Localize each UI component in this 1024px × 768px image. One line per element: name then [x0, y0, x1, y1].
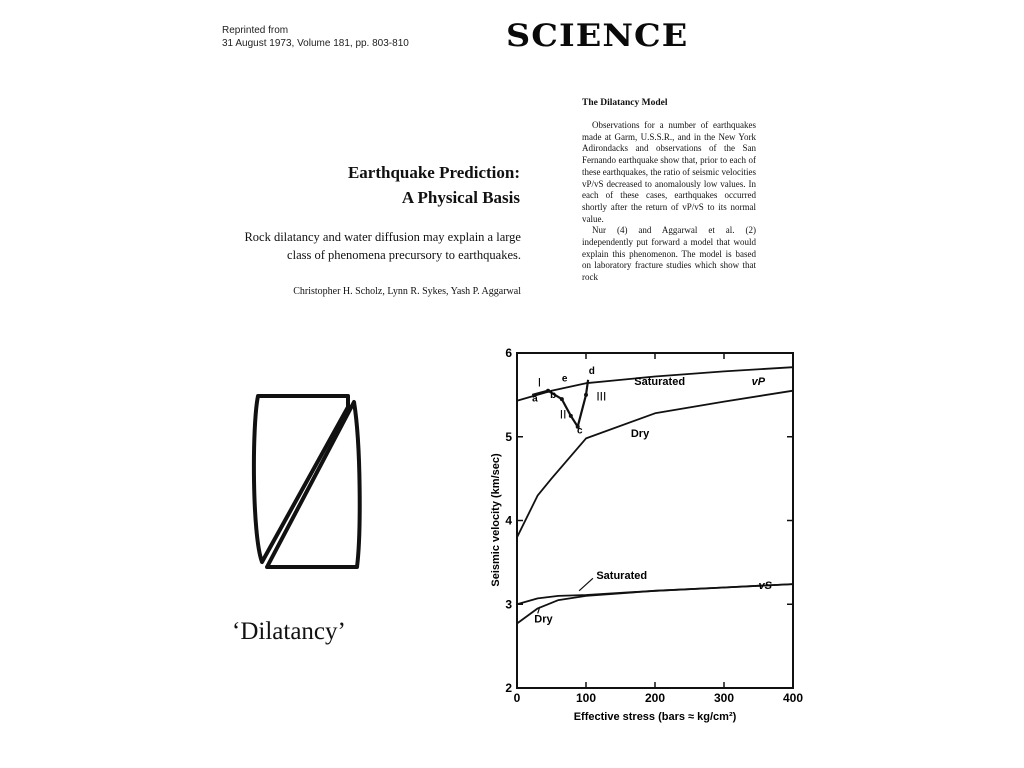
y-tick-label: 3: [505, 597, 512, 612]
vp-curve-label: vP: [751, 375, 766, 388]
x-axis-label: Effective stress (bars ≈ kg/cm²): [573, 711, 737, 723]
precursor-path-point: [560, 397, 564, 401]
vp-dry-line: [517, 391, 793, 538]
section-heading: The Dilatancy Model: [582, 98, 668, 108]
path-point-label: b: [550, 390, 557, 402]
dilatancy-caption: ‘Dilatancy’: [232, 618, 346, 645]
x-tick-label: 300: [713, 691, 735, 705]
dilatancy-diagram: [240, 385, 370, 575]
specimen-lower-block: [267, 402, 360, 567]
reprint-line-2: 31 August 1973, Volume 181, pp. 803-810: [222, 38, 409, 49]
article-deck: Rock dilatancy and water diffusion may explain a large class of phenomena precursory to earthquakes.: [244, 230, 521, 262]
x-tick-label: 100: [575, 691, 597, 705]
y-tick-label: 2: [505, 681, 512, 695]
x-tick-label: 400: [782, 691, 804, 705]
plot-frame: [517, 353, 793, 688]
vs-saturated-line: [517, 584, 793, 604]
vs-saturated-label: Saturated: [596, 570, 648, 583]
article-title: [300, 160, 520, 210]
journal-masthead: SCIENCE: [506, 18, 689, 54]
x-tick-label: 200: [644, 691, 666, 705]
vs-dry-label: Dry: [534, 613, 553, 626]
stage-label: I: [537, 375, 542, 390]
body-paragraph-2: Nur (4) and Aggarwal et al. (2) independently put forward a model that would explain this phenomenon. The model is based on laboratory fracture studies which show that rock: [582, 225, 756, 283]
body-paragraph-1: Observations for a number of earthquakes made at Garm, U.S.S.R., and in the New York Adirondacks and observations of the San Fernando earthquake show that, prior to each of these earthquakes, the ratio of seismic velocities vP/vS decreased to anomalously low values. In each of these cases, earthquakes occurred shortly after the return of vP/vS to its normal value.: [582, 120, 756, 224]
vs-saturated-pointer: [579, 578, 593, 591]
stage-label: III: [596, 389, 607, 404]
stage-label: II: [559, 407, 567, 422]
reprint-notice: [222, 24, 409, 50]
article-title-line-2: A Physical Basis: [401, 188, 520, 207]
vs-curve-label: vS: [758, 580, 772, 593]
reprint-line-1: Reprinted from: [222, 25, 289, 36]
y-tick-label: 5: [505, 429, 512, 444]
vs-dry-line: [517, 584, 793, 623]
vp-dry-label: Dry: [630, 427, 650, 440]
y-tick-label: 4: [505, 513, 512, 528]
y-axis-label: Seismic velocity (km/sec): [490, 453, 502, 587]
path-point-label: a: [532, 393, 538, 405]
seismic-velocity-chart: [485, 345, 810, 725]
y-tick-label: 6: [505, 346, 512, 360]
path-point-label: c: [577, 425, 583, 437]
article-authors: Christopher H. Scholz, Lynn R. Sykes, Yash P. Aggarwal: [293, 286, 521, 297]
precursor-path-point: [569, 414, 573, 418]
precursor-path-point: [584, 393, 588, 397]
article-title-line-1: Earthquake Prediction:: [347, 163, 520, 182]
vp-saturated-label: Saturated: [634, 375, 686, 388]
path-point-label: d: [588, 365, 595, 377]
article-body-text: [582, 120, 756, 284]
specimen-upper-block: [254, 396, 348, 562]
path-point-label: e: [561, 373, 568, 385]
x-tick-label: 0: [513, 691, 521, 705]
